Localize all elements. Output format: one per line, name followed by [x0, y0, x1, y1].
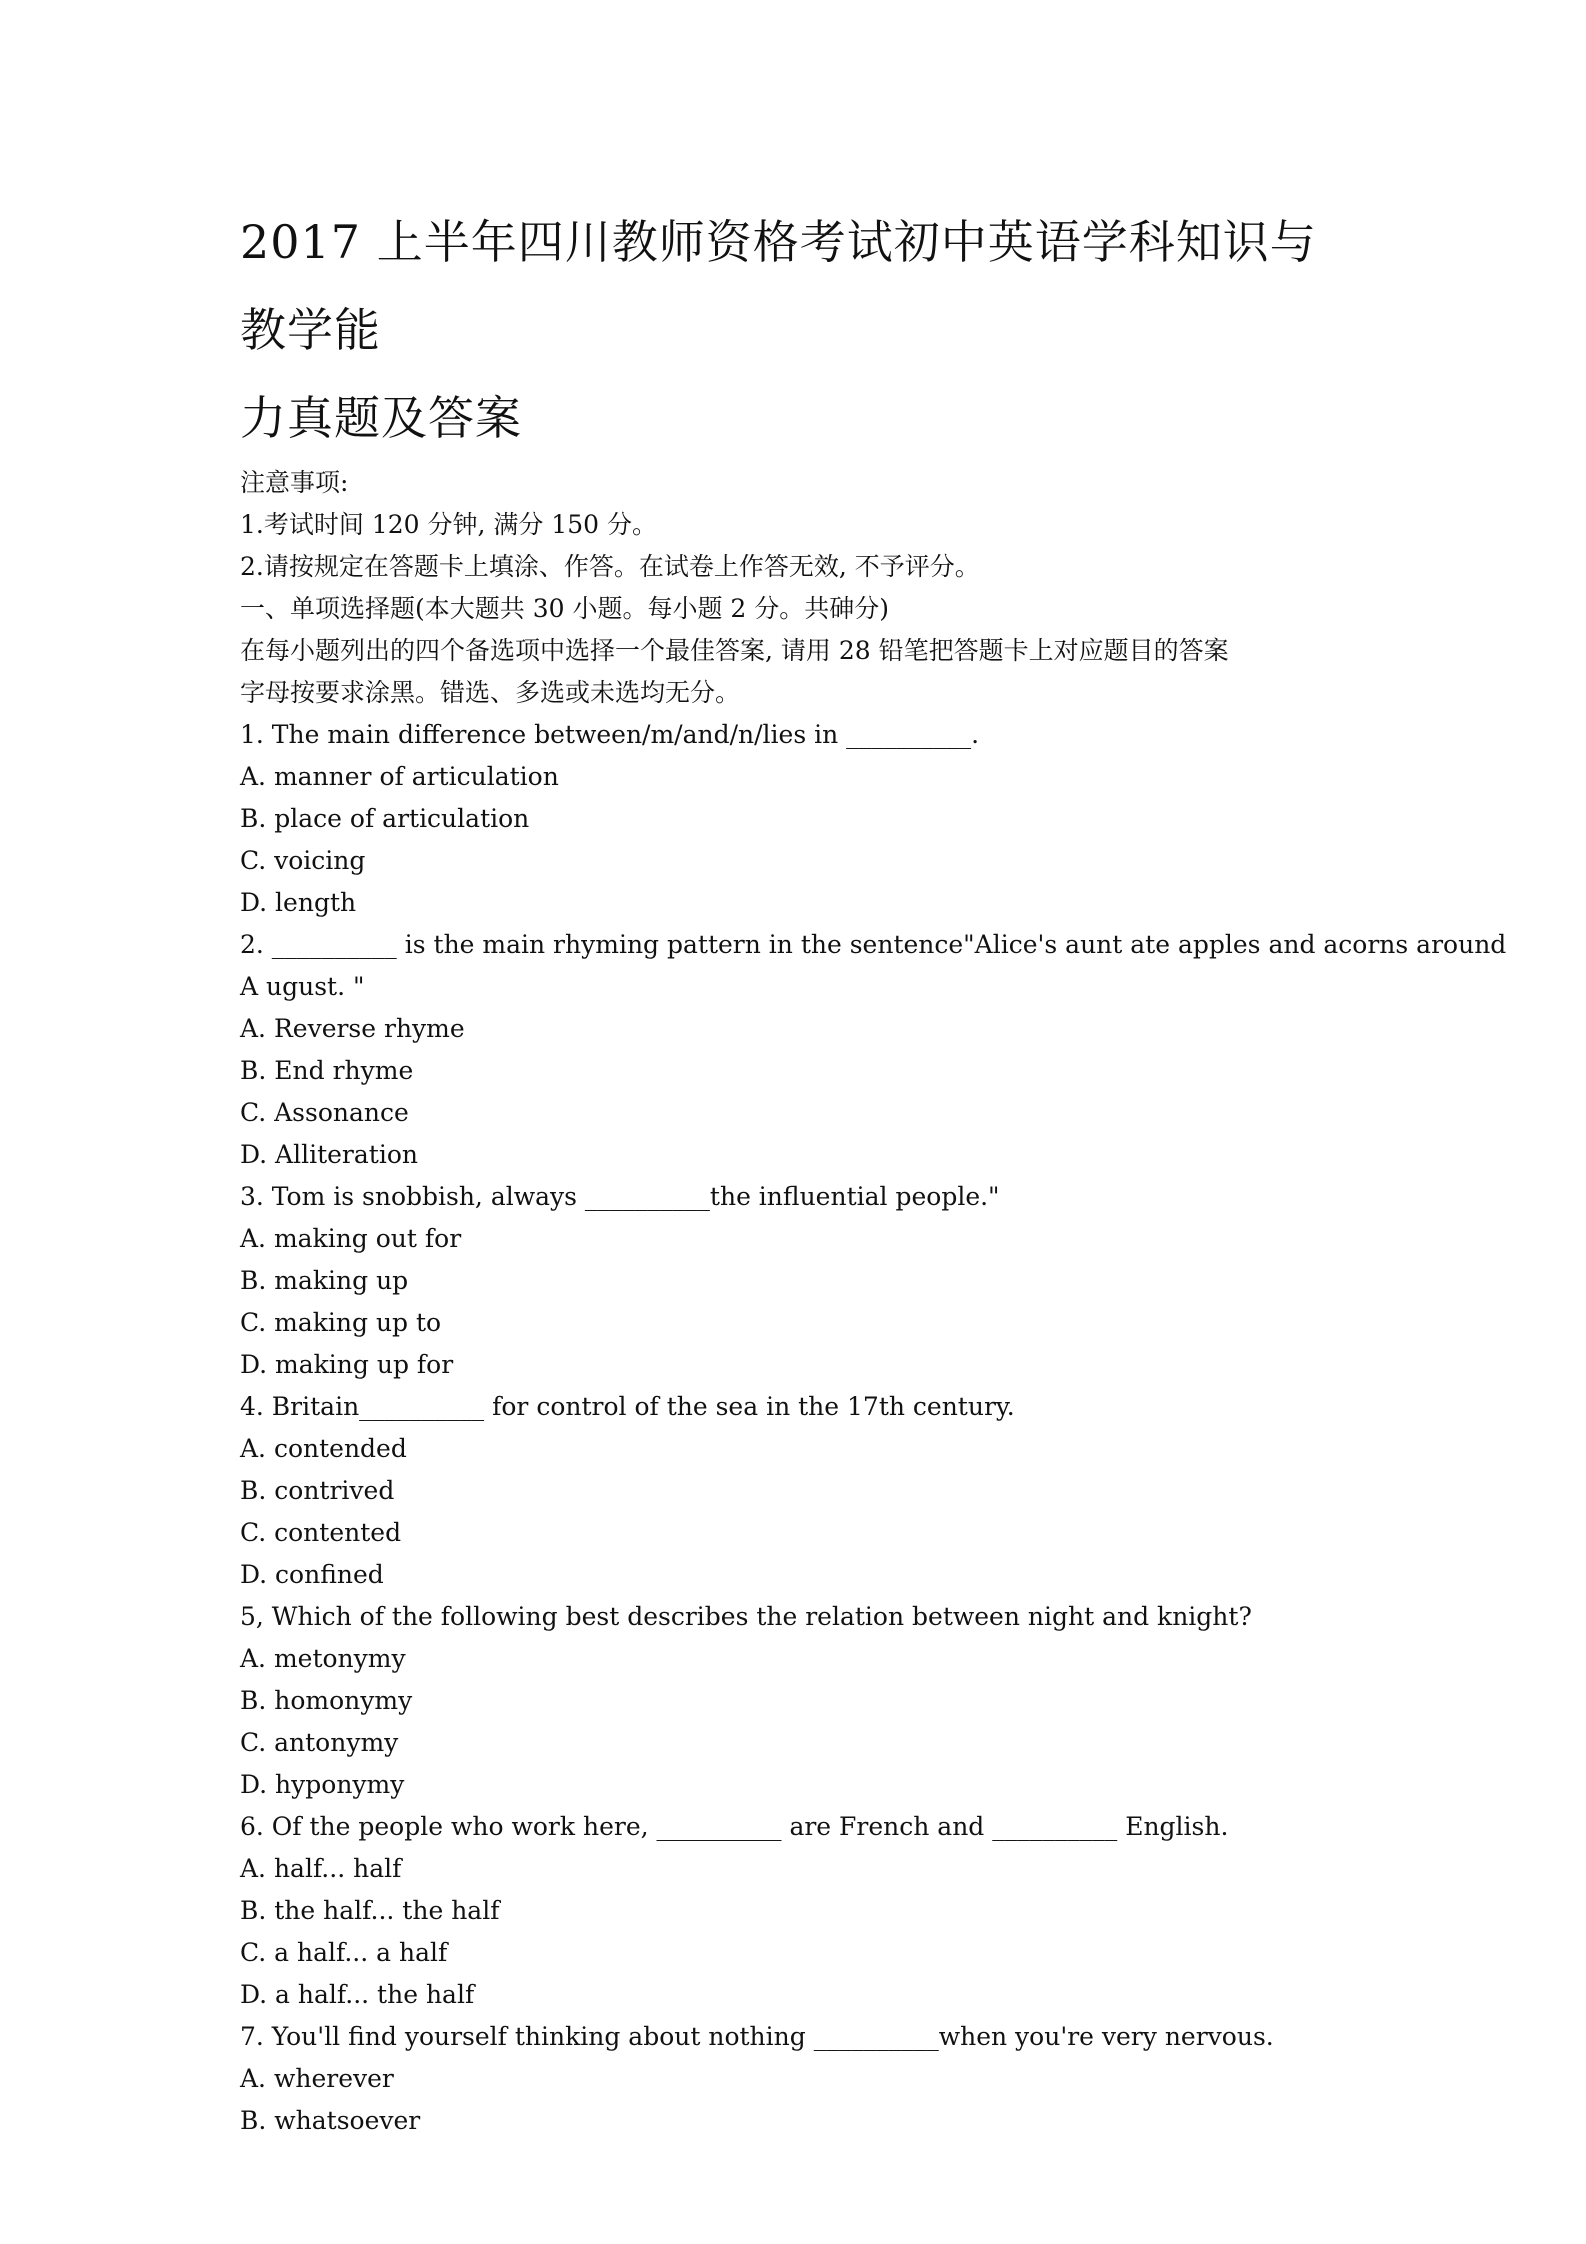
option-c: C. contented: [240, 1518, 402, 1547]
note-2: 2.请按规定在答题卡上填涂、作答。在试卷上作答无效, 不予评分。: [240, 552, 980, 581]
question-stem: 7. You'll find yourself thinking about nothing __________when you're very nervous.: [240, 2022, 1274, 2051]
instruction-line-2: 字母按要求涂黑。错选、多选或未选均无分。: [240, 678, 741, 707]
option-a: A. metonymy: [240, 1644, 406, 1673]
option-b: B. contrived: [240, 1476, 395, 1505]
option-a: A. Reverse rhyme: [240, 1014, 465, 1043]
document-title-line-2: 力真题及答案: [240, 391, 522, 445]
question-stem: 4. Britain__________ for control of the sea in the 17th century.: [240, 1392, 1015, 1421]
question-stem-continued: A ugust. ": [240, 972, 365, 1001]
question-stem: 6. Of the people who work here, __________ are French and __________ English.: [240, 1812, 1229, 1841]
option-a: A. manner of articulation: [240, 762, 559, 791]
question-stem: 2. __________ is the main rhyming pattern in the sentence"Alice's aunt ate apples and acorns around: [240, 930, 1507, 959]
option-a: A. half... half: [240, 1854, 402, 1883]
option-a: A. wherever: [240, 2064, 394, 2093]
option-c: C. antonymy: [240, 1728, 399, 1757]
option-c: C. Assonance: [240, 1098, 409, 1127]
document-page: [240, 198, 1507, 2142]
option-c: C. a half... a half: [240, 1938, 448, 1967]
question-4: [240, 1386, 1360, 1596]
option-a: A. making out for: [240, 1224, 462, 1253]
option-d: D. a half... the half: [240, 1980, 475, 2009]
note-1: 1.考试时间 120 分钟, 满分 150 分。: [240, 510, 657, 539]
question-stem: 1. The main difference between/m/and/n/lies in __________.: [240, 720, 980, 749]
question-6: [240, 1806, 1360, 2016]
option-c: C. voicing: [240, 846, 366, 875]
option-b: B. making up: [240, 1266, 409, 1295]
instruction-line-1: 在每小题列出的四个备选项中选择一个最佳答案, 请用 28 铅笔把答题卡上对应题目的答案: [240, 636, 1229, 665]
option-d: D. confined: [240, 1560, 384, 1589]
option-d: D. Alliteration: [240, 1140, 418, 1169]
question-stem: 5, Which of the following best describes the relation between night and knight?: [240, 1602, 1252, 1631]
section-heading: 一、单项选择题(本大题共 30 小题。每小题 2 分。共砷分): [240, 594, 890, 623]
option-d: D. hyponymy: [240, 1770, 405, 1799]
notes-heading: 注意事项:: [240, 468, 349, 497]
option-c: C. making up to: [240, 1308, 442, 1337]
option-b: B. place of articulation: [240, 804, 530, 833]
option-b: B. the half... the half: [240, 1896, 500, 1925]
option-b: B. End rhyme: [240, 1056, 414, 1085]
question-3: [240, 1176, 1360, 1386]
document-title-line-1: 2017 上半年四川教师资格考试初中英语学科知识与教学能: [240, 215, 1317, 357]
option-a: A. contended: [240, 1434, 407, 1463]
option-d: D. length: [240, 888, 357, 917]
option-d: D. making up for: [240, 1350, 454, 1379]
question-stem: 3. Tom is snobbish, always __________the influential people.": [240, 1182, 1000, 1211]
option-b: B. whatsoever: [240, 2106, 421, 2135]
question-2: [240, 924, 1507, 1176]
option-b: B. homonymy: [240, 1686, 413, 1715]
question-7: [240, 2016, 1360, 2142]
question-5: [240, 1596, 1360, 1806]
question-1: [240, 714, 1360, 924]
